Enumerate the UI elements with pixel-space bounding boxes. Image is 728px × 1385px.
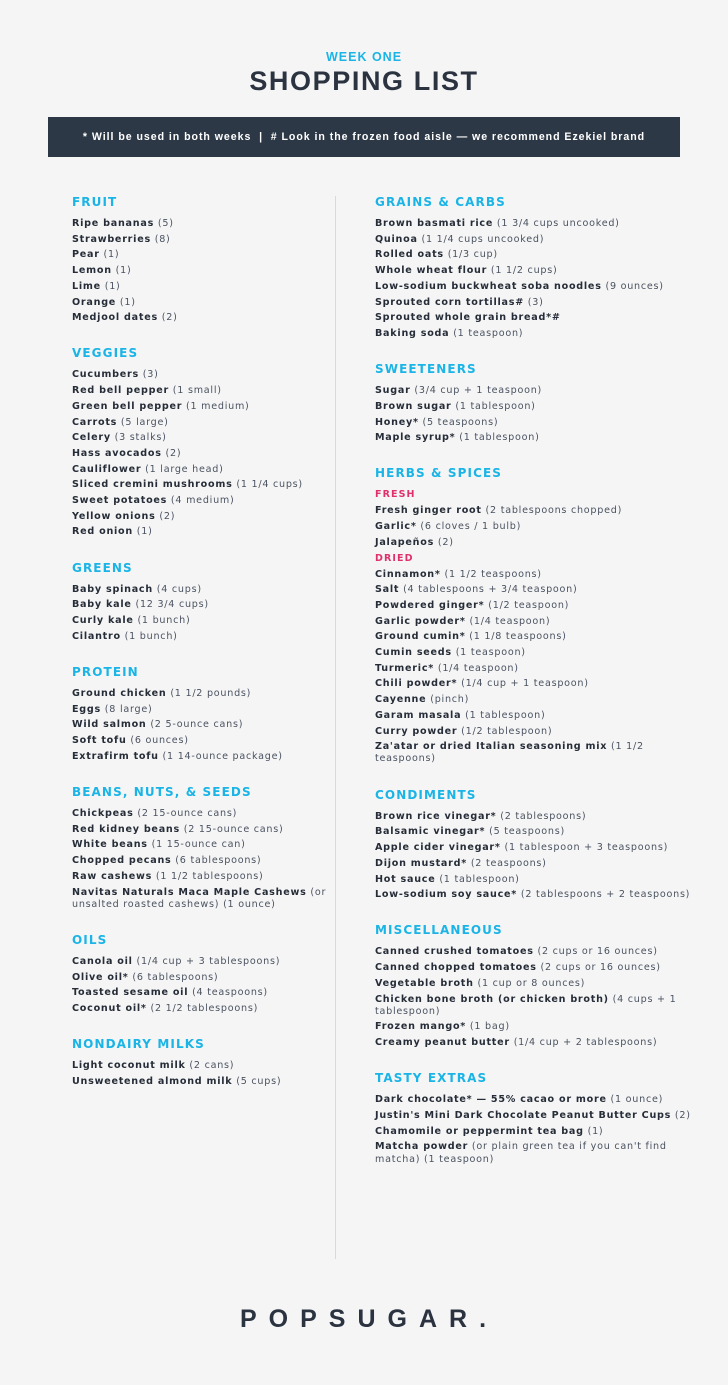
item-name: Soft tofu	[72, 735, 127, 747]
section-oils	[72, 933, 327, 1015]
item-quantity: (1 bunch)	[120, 630, 178, 642]
list-item	[72, 704, 327, 716]
item-quantity: (1)	[132, 526, 153, 538]
list-item	[375, 600, 695, 612]
section-grains-carbs	[375, 195, 695, 340]
list-item	[375, 631, 695, 643]
list-item	[72, 265, 327, 277]
item-name: Ground chicken	[72, 687, 167, 699]
item-name: Toasted sesame oil	[72, 987, 189, 999]
item-list	[72, 688, 327, 763]
list-item	[72, 369, 327, 381]
item-quantity: (2 15-ounce cans)	[179, 823, 284, 835]
item-name: Wild salmon	[72, 719, 147, 731]
item-quantity: (1 15-ounce can)	[147, 839, 246, 851]
list-item	[375, 811, 695, 823]
item-quantity: (1 teaspoon)	[449, 327, 524, 339]
item-name: Orange	[72, 296, 117, 308]
item-quantity: (5 large)	[117, 416, 169, 428]
item-name: Chamomile or peppermint tea bag	[375, 1125, 584, 1137]
item-quantity: (1 tablespoon)	[455, 432, 540, 444]
list-item	[375, 312, 695, 324]
list-item	[375, 616, 695, 628]
section-fruit	[72, 195, 327, 324]
item-name: Cayenne	[375, 694, 427, 706]
subsection-title: FRESH	[375, 489, 416, 501]
section-title: TASTY EXTRAS	[375, 1071, 488, 1086]
item-quantity: (2 cups or 16 ounces)	[533, 946, 658, 958]
subsection-title: DRIED	[375, 552, 414, 564]
section-title: BEANS, NUTS, & SEEDS	[72, 784, 252, 799]
list-item	[375, 962, 695, 974]
list-item	[72, 839, 327, 851]
item-list	[375, 385, 695, 444]
item-name: Chopped pecans	[72, 855, 172, 867]
list-item	[72, 735, 327, 747]
list-item	[375, 978, 695, 990]
item-name: Low-sodium soy sauce*	[375, 889, 518, 901]
item-name: Chicken bone broth (or chicken broth)	[375, 993, 609, 1005]
section-title: GREENS	[72, 560, 133, 575]
section-greens	[72, 561, 327, 643]
section-title: PROTEIN	[72, 664, 139, 679]
list-item	[72, 887, 327, 911]
item-quantity: (1)	[99, 249, 120, 261]
list-item	[375, 1094, 695, 1106]
item-quantity: (2)	[671, 1110, 691, 1122]
item-name: Sprouted corn tortillas#	[375, 296, 524, 308]
item-quantity: (3)	[138, 369, 159, 381]
item-name: Extrafirm tofu	[72, 750, 159, 762]
item-name: Baking soda	[375, 327, 450, 339]
item-quantity: (1 tablespoon)	[451, 400, 536, 412]
item-name: Frozen mango*	[375, 1021, 467, 1033]
item-name: Ground cumin*	[375, 631, 466, 643]
item-quantity: (1 bunch)	[133, 615, 191, 627]
item-quantity: (1/4 cup + 2 tablespoons)	[509, 1037, 658, 1049]
item-quantity: (1 ounce)	[606, 1094, 664, 1106]
list-item	[72, 249, 327, 261]
list-item	[72, 972, 327, 984]
item-quantity: (6 ounces)	[126, 735, 189, 747]
item-quantity: (12 3/4 cups)	[131, 599, 209, 611]
item-name: Justin's Mini Dark Chocolate Peanut Butter Cups	[375, 1110, 672, 1122]
list-item	[72, 584, 327, 596]
section-sweeteners	[375, 362, 695, 444]
section-herbs-spices	[375, 466, 695, 765]
list-item	[72, 464, 327, 476]
section-title: VEGGIES	[72, 346, 139, 361]
list-item	[72, 417, 327, 429]
item-quantity: (2)	[157, 312, 178, 324]
item-quantity: (1 tablespoon + 3 teaspoons)	[500, 842, 669, 854]
list-item	[72, 526, 327, 538]
section-condiments	[375, 788, 695, 902]
list-item	[72, 234, 327, 246]
list-item	[72, 432, 327, 444]
list-item	[375, 889, 695, 901]
item-quantity: (9 ounces)	[601, 280, 664, 292]
item-quantity: (3)	[524, 296, 544, 308]
item-name: Unsweetened almond milk	[72, 1075, 233, 1087]
list-item	[375, 946, 695, 958]
list-item	[375, 678, 695, 690]
list-item	[72, 855, 327, 867]
item-name: Jalapeños	[375, 536, 435, 548]
item-quantity: (5 teaspoons)	[485, 826, 565, 838]
item-quantity: (1 cup or 8 ounces)	[473, 977, 586, 989]
list-item	[72, 312, 327, 324]
item-name: Matcha powder	[375, 1141, 469, 1153]
list-item	[375, 569, 695, 581]
item-quantity: (1 medium)	[182, 400, 250, 412]
item-name: Quinoa	[375, 233, 418, 245]
item-name: Brown sugar	[375, 400, 452, 412]
item-quantity: (1 1/2 cups)	[487, 265, 558, 277]
item-quantity: (1 14-ounce package)	[158, 750, 283, 762]
list-item	[375, 663, 695, 675]
item-name: Chickpeas	[72, 807, 134, 819]
item-name: Strawberries	[72, 233, 151, 245]
item-name: Sprouted whole grain bread*#	[375, 312, 561, 324]
list-item	[72, 871, 327, 883]
item-list	[72, 584, 327, 643]
item-quantity: (1 1/2 teaspoons)	[440, 568, 542, 580]
list-item	[375, 858, 695, 870]
item-name: Ripe bananas	[72, 218, 155, 229]
section-title: OILS	[72, 932, 108, 947]
item-quantity: (6 tablespoons)	[128, 971, 219, 983]
item-list	[375, 811, 695, 902]
left-column	[72, 195, 327, 1110]
list-item	[375, 234, 695, 246]
item-name: Brown rice vinegar*	[375, 810, 497, 822]
list-item	[375, 537, 695, 549]
list-item	[375, 218, 695, 230]
list-item	[72, 401, 327, 413]
item-quantity: (1 tablespoon)	[461, 709, 546, 721]
item-list	[72, 1060, 327, 1088]
item-quantity: (4 cups)	[152, 583, 202, 595]
item-name: Green bell pepper	[72, 400, 183, 412]
item-name: Salt	[375, 584, 400, 596]
list-item	[72, 1076, 327, 1088]
item-quantity: (4 tablespoons + 3/4 teaspoon)	[399, 584, 578, 596]
list-item	[72, 495, 327, 507]
item-quantity: (2 cups or 16 ounces)	[536, 962, 661, 974]
list-item	[375, 297, 695, 309]
item-list	[72, 956, 327, 1015]
subsection-dried	[375, 553, 695, 766]
item-quantity: (1)	[100, 280, 121, 292]
item-quantity: (1/2 tablespoon)	[457, 725, 553, 737]
item-name: Pear	[72, 249, 100, 261]
item-list	[375, 1094, 695, 1166]
item-quantity: (2 tablespoons)	[496, 810, 587, 822]
item-name: Light coconut milk	[72, 1060, 186, 1072]
list-item	[375, 741, 695, 765]
item-quantity: (1)	[583, 1125, 604, 1137]
item-quantity: (1/4 cup + 1 teaspoon)	[457, 678, 589, 690]
list-item	[72, 808, 327, 820]
item-quantity: (1)	[111, 265, 132, 277]
legend-bar: * Will be used in both weeks | # Look in the frozen food aisle — we recommend Ezekiel brand	[48, 117, 680, 157]
section-tasty-extras	[375, 1071, 695, 1166]
item-name: Low-sodium buckwheat soba noodles	[375, 280, 602, 292]
section-title: MISCELLANEOUS	[375, 923, 503, 938]
item-quantity: (pinch)	[426, 694, 470, 706]
item-quantity: (2 tablespoons chopped)	[481, 505, 623, 517]
item-name: Fresh ginger root	[375, 505, 482, 517]
section-title: SWEETENERS	[375, 362, 477, 377]
item-name: Canned chopped tomatoes	[375, 962, 537, 974]
item-name: Cumin seeds	[375, 647, 452, 659]
item-quantity: (2 teaspoons)	[467, 857, 547, 869]
item-quantity: (1 1/4 cups)	[232, 479, 303, 491]
item-name: Maple syrup*	[375, 432, 456, 444]
list-item	[375, 842, 695, 854]
item-name: Garam masala	[375, 709, 462, 721]
item-quantity: (1 3/4 cups uncooked)	[493, 218, 620, 229]
item-quantity: (8 large)	[101, 703, 153, 715]
item-name: Eggs	[72, 703, 101, 715]
item-name: Creamy peanut butter	[375, 1037, 510, 1049]
list-item	[375, 401, 695, 413]
list-item	[72, 599, 327, 611]
list-item	[375, 874, 695, 886]
item-name: Cucumbers	[72, 369, 139, 381]
list-item	[375, 1021, 695, 1033]
list-item	[375, 647, 695, 659]
list-item	[72, 297, 327, 309]
item-quantity: (1/3 cup)	[443, 249, 498, 261]
item-list	[375, 218, 695, 340]
item-name: Sweet potatoes	[72, 495, 168, 507]
item-name: Baby spinach	[72, 583, 153, 595]
list-item	[375, 1141, 695, 1165]
item-list	[375, 569, 695, 766]
list-item	[375, 1110, 695, 1122]
item-name: Sugar	[375, 385, 411, 397]
item-list	[375, 505, 695, 549]
item-name: Rolled oats	[375, 249, 444, 261]
list-item	[72, 385, 327, 397]
item-name: Sliced cremini mushrooms	[72, 479, 233, 491]
item-list	[72, 369, 327, 538]
item-quantity: (2 tablespoons + 2 teaspoons)	[517, 889, 691, 901]
item-quantity: (2 15-ounce cans)	[133, 807, 238, 819]
item-quantity: (1 1/4 cups uncooked)	[417, 233, 545, 245]
section-title: CONDIMENTS	[375, 787, 477, 802]
item-quantity: (5)	[154, 218, 174, 229]
list-item	[375, 385, 695, 397]
page-title: SHOPPING LIST	[249, 66, 479, 96]
item-quantity: (6 tablespoons)	[171, 855, 262, 867]
item-name: Turmeric*	[375, 662, 435, 674]
item-name: Hass avocados	[72, 447, 162, 459]
item-name: Lemon	[72, 265, 112, 277]
week-label: WEEK ONE	[325, 50, 403, 64]
item-quantity: (1)	[116, 296, 136, 308]
item-name: Dijon mustard*	[375, 857, 468, 869]
item-name: Baby kale	[72, 599, 132, 611]
item-name: Cinnamon*	[375, 568, 441, 580]
column-divider	[335, 196, 336, 1259]
section-miscellaneous	[375, 923, 695, 1049]
list-item	[375, 994, 695, 1018]
item-name: Za'atar or dried Italian seasoning mix	[375, 741, 608, 753]
item-quantity: (1/2 teaspoon)	[484, 599, 570, 611]
item-name: Apple cider vinegar*	[375, 842, 501, 854]
popsugar-logo: POPSUGAR.	[239, 1305, 499, 1333]
item-quantity: (5 teaspoons)	[418, 416, 499, 428]
list-item	[375, 249, 695, 261]
item-quantity: (5 cups)	[232, 1075, 282, 1087]
section-protein	[72, 665, 327, 763]
item-quantity: (2)	[161, 447, 182, 459]
list-item	[375, 265, 695, 277]
item-name: Yellow onions	[72, 510, 156, 522]
item-name: Garlic*	[375, 521, 417, 533]
item-name: Olive oil*	[72, 971, 129, 983]
section-title: NONDAIRY MILKS	[72, 1037, 205, 1052]
item-name: Chili powder*	[375, 678, 458, 690]
item-quantity: (2 5-ounce cans)	[146, 719, 244, 731]
item-quantity: (4 teaspoons)	[188, 987, 268, 999]
item-quantity: (or plain green tea if you can't find matcha) (1 teaspoon)	[375, 1141, 667, 1165]
item-quantity: (1/4 teaspoon)	[434, 662, 519, 674]
item-name: Garlic powder*	[375, 615, 466, 627]
list-item	[72, 824, 327, 836]
list-item	[72, 956, 327, 968]
list-item	[72, 688, 327, 700]
list-item	[72, 751, 327, 763]
list-item	[72, 479, 327, 491]
item-quantity: (1 1/2 teaspoons)	[375, 741, 644, 765]
list-item	[375, 432, 695, 444]
item-quantity: (4 medium)	[167, 495, 235, 507]
item-name: Vegetable broth	[375, 977, 474, 989]
item-quantity: (3/4 cup + 1 teaspoon)	[410, 385, 543, 397]
list-item	[72, 1060, 327, 1072]
list-item	[72, 1003, 327, 1015]
item-quantity: (1 large head)	[141, 463, 224, 475]
item-name: Curry powder	[375, 725, 458, 737]
section-beans-nuts-seeds	[72, 785, 327, 911]
item-name: Curly kale	[72, 615, 134, 627]
item-quantity: (4 cups + 1 tablespoon)	[375, 993, 677, 1017]
item-quantity: (1 1/2 tablespoons)	[152, 870, 264, 882]
list-item	[72, 631, 327, 643]
item-name: Powdered ginger*	[375, 599, 485, 611]
item-name: Medjool dates	[72, 312, 158, 324]
item-name: Canned crushed tomatoes	[375, 946, 534, 958]
item-name: Cilantro	[72, 630, 121, 642]
list-item	[72, 615, 327, 627]
item-quantity: (or unsalted roasted cashews) (1 ounce)	[72, 886, 327, 910]
item-name: Honey*	[375, 416, 419, 428]
item-name: Hot sauce	[375, 873, 436, 885]
item-list	[72, 808, 327, 911]
item-quantity: (1 bag)	[466, 1021, 510, 1033]
item-quantity: (1 1/2 pounds)	[166, 687, 252, 699]
item-quantity: (6 cloves / 1 bulb)	[416, 521, 522, 533]
list-item	[375, 726, 695, 738]
item-name: Raw cashews	[72, 870, 153, 882]
item-quantity: (8)	[150, 233, 171, 245]
list-item	[375, 521, 695, 533]
right-column	[375, 195, 695, 1188]
item-name: Red onion	[72, 526, 133, 538]
item-name: Red bell pepper	[72, 385, 169, 397]
list-item	[72, 719, 327, 731]
list-item	[375, 417, 695, 429]
list-item	[375, 826, 695, 838]
list-item	[72, 281, 327, 293]
item-quantity: (3 stalks)	[110, 432, 167, 444]
list-item	[72, 511, 327, 523]
item-quantity: (1 small)	[169, 385, 222, 397]
item-name: Brown basmati rice	[375, 218, 494, 229]
item-name: Whole wheat flour	[375, 265, 488, 277]
list-item	[375, 584, 695, 596]
item-name: Lime	[72, 280, 101, 292]
list-item	[375, 1037, 695, 1049]
list-item	[375, 328, 695, 340]
subsection-fresh	[375, 489, 695, 549]
item-quantity: (2)	[155, 510, 176, 522]
item-name: Celery	[72, 432, 111, 444]
item-name: Navitas Naturals Maca Maple Cashews	[72, 886, 307, 898]
list-item	[72, 218, 327, 230]
section-title: GRAINS & CARBS	[375, 195, 506, 209]
item-quantity: (1/4 cup + 3 tablespoons)	[132, 955, 281, 967]
item-name: Red kidney beans	[72, 823, 180, 835]
item-quantity: (2 1/2 tablespoons)	[146, 1003, 259, 1015]
list-item	[375, 281, 695, 293]
item-name: Carrots	[72, 416, 118, 428]
item-name: Balsamic vinegar*	[375, 826, 486, 838]
list-item	[375, 694, 695, 706]
item-name: Dark chocolate* — 55% cacao or more	[375, 1094, 607, 1106]
item-quantity: (1 1/8 teaspoons)	[465, 631, 567, 643]
list-item	[375, 505, 695, 517]
item-quantity: (2 cans)	[185, 1060, 235, 1072]
item-quantity: (1 tablespoon)	[435, 873, 520, 885]
item-list	[375, 946, 695, 1049]
section-veggies	[72, 346, 327, 538]
item-quantity: (2)	[434, 536, 454, 548]
item-name: White beans	[72, 839, 148, 851]
list-item	[72, 448, 327, 460]
item-name: Canola oil	[72, 955, 133, 967]
item-quantity: (1 teaspoon)	[451, 647, 526, 659]
list-item	[72, 987, 327, 999]
item-name: Cauliflower	[72, 463, 142, 475]
section-title: FRUIT	[72, 195, 118, 209]
item-list	[72, 218, 327, 324]
list-item	[375, 1126, 695, 1138]
item-name: Coconut oil*	[72, 1003, 147, 1015]
item-quantity: (1/4 teaspoon)	[465, 615, 551, 627]
list-item	[375, 710, 695, 722]
section-nondairy-milks	[72, 1037, 327, 1088]
section-title: HERBS & SPICES	[375, 466, 503, 481]
